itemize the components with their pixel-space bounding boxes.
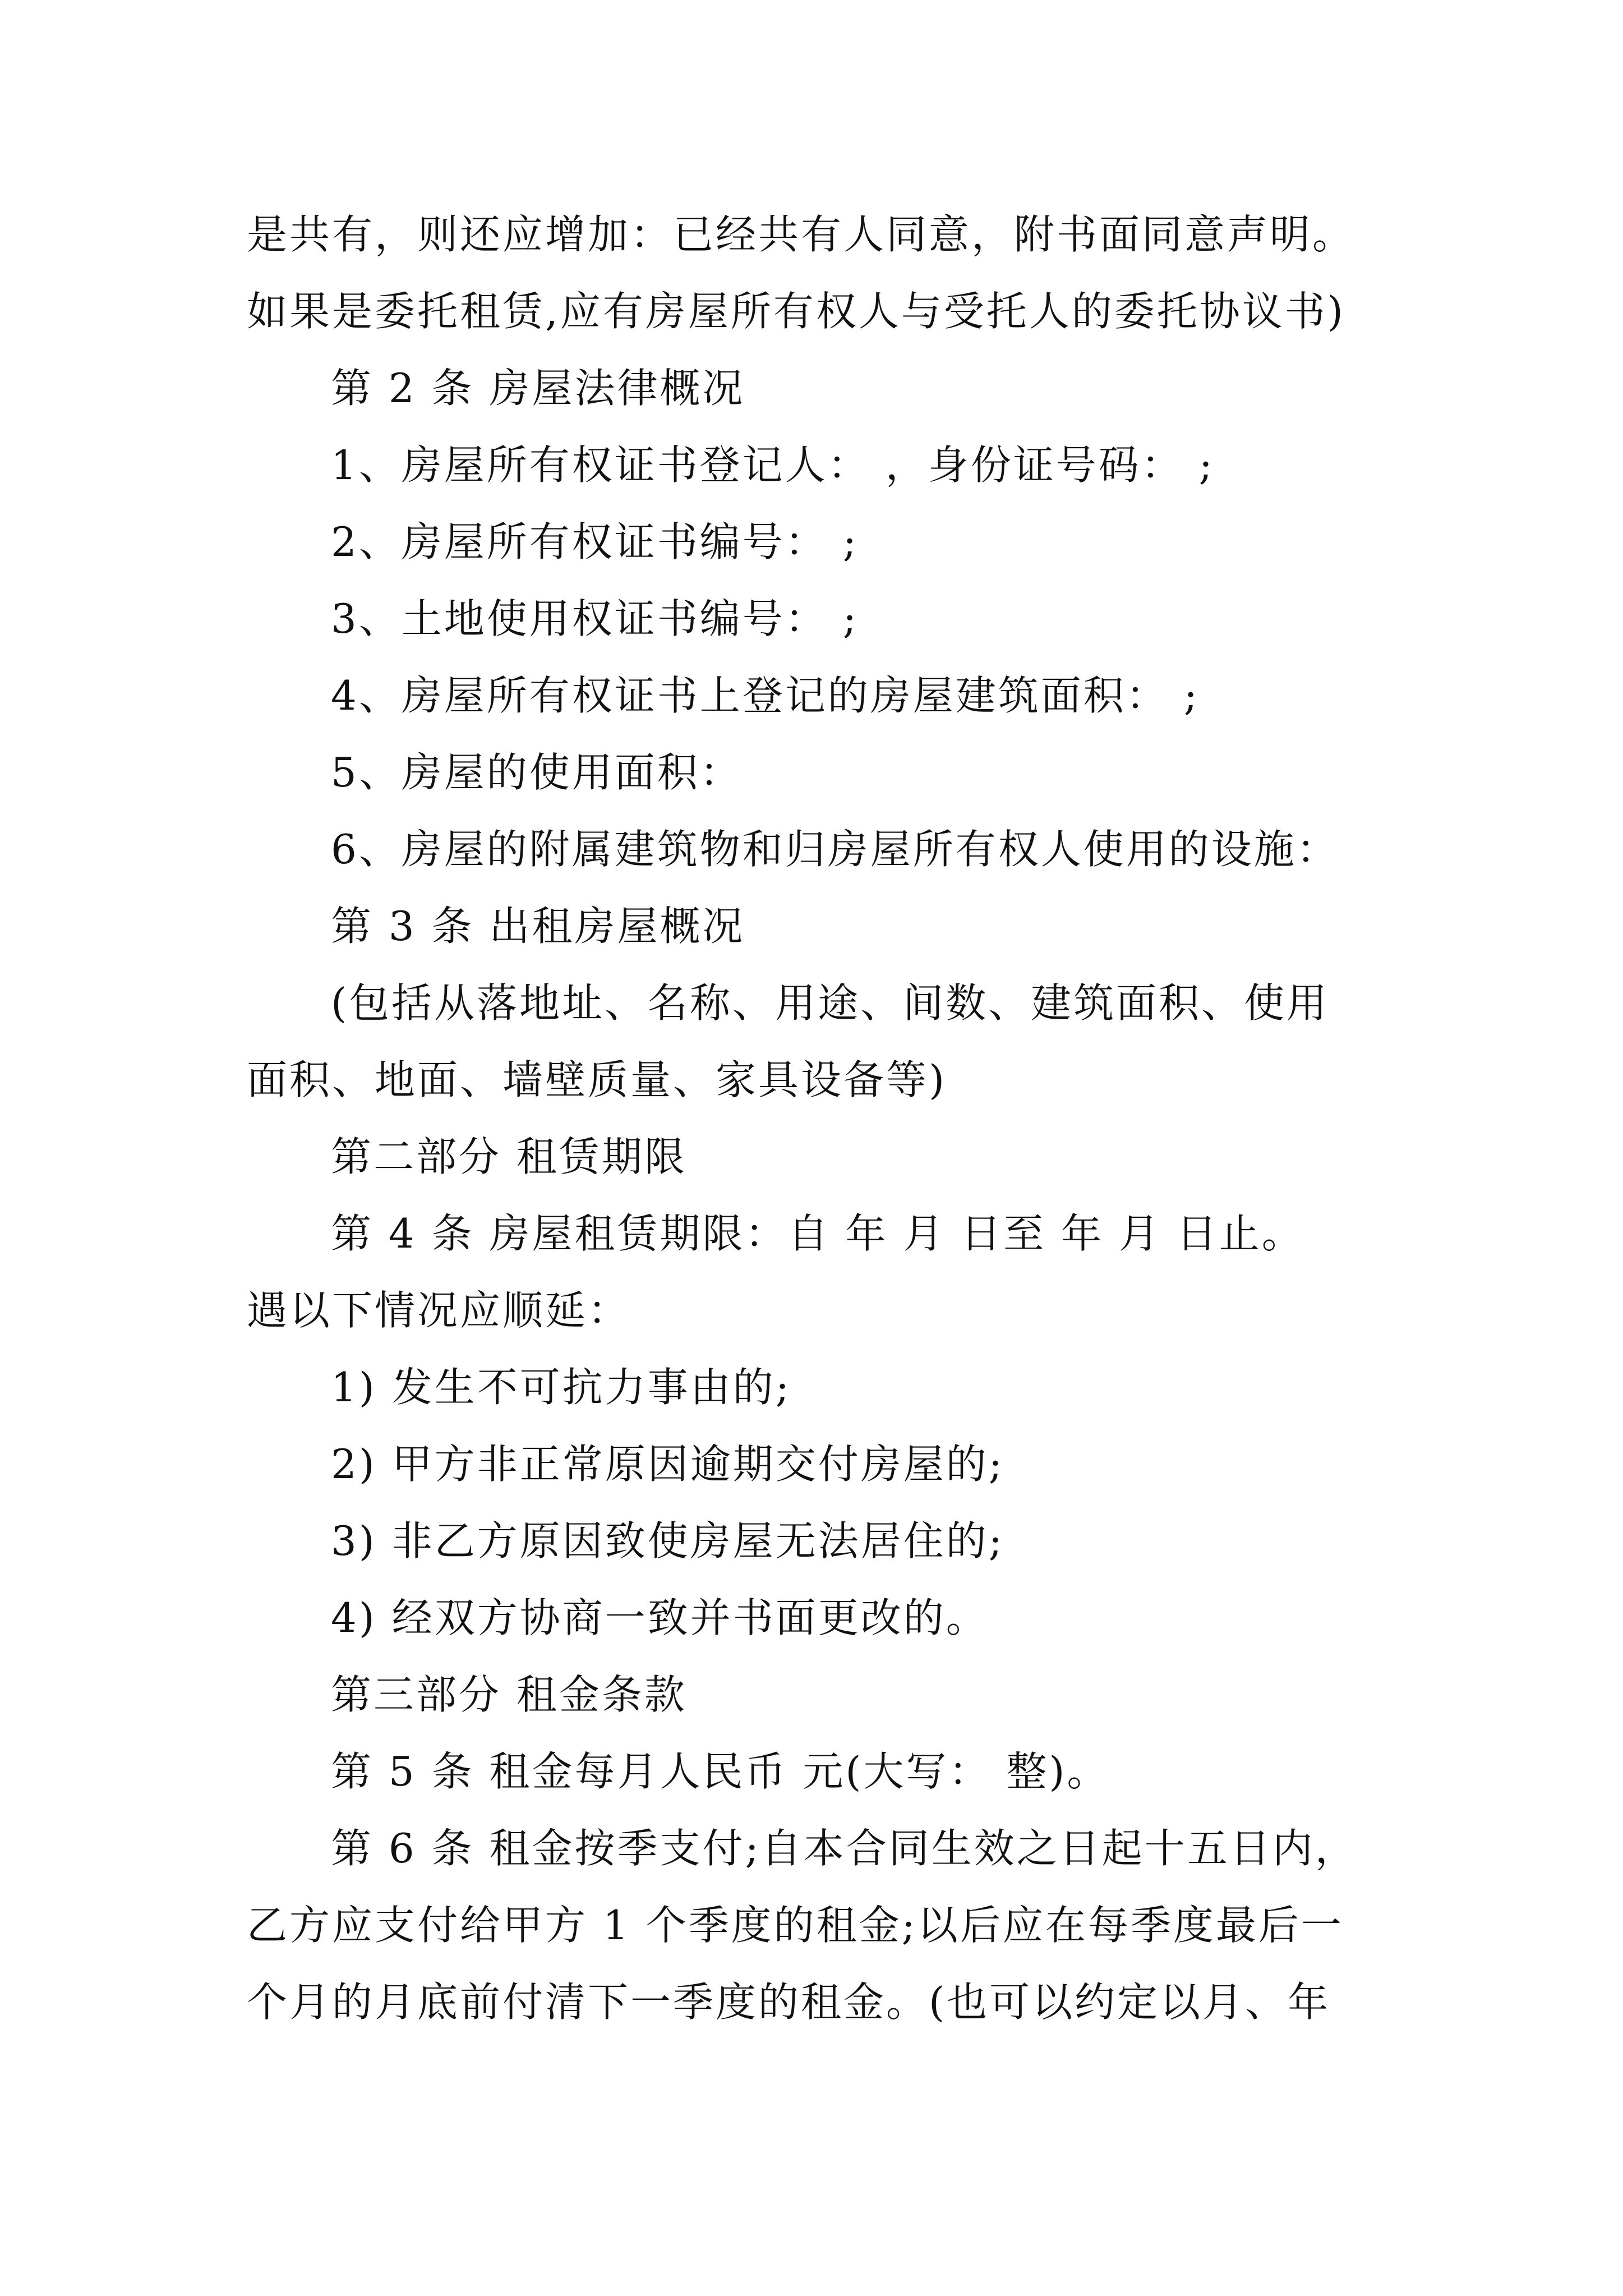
document-line: 3、土地使用权证书编号： ; (331, 595, 859, 642)
document-line: 2、房屋所有权证书编号： ; (331, 518, 859, 565)
document-line: 第二部分 租赁期限 (331, 1133, 687, 1180)
document-line: 是共有，则还应增加：已经共有人同意，附书面同意声明。 (247, 211, 1355, 258)
document-line: 乙方应支付给甲方 1 个季度的租金;以后应在每季度最后一 (247, 1902, 1344, 1949)
document-line: 第 4 条 房屋租赁期限：自 年 月 日至 年 月 日止。 (331, 1210, 1304, 1257)
document-line: 第 2 条 房屋法律概况 (331, 365, 745, 412)
document-line: 5、房屋的使用面积： (331, 749, 743, 796)
document-line: 个月的月底前付清下一季度的租金。(也可以约定以月、年 (247, 1978, 1331, 2026)
document-line: 第三部分 租金条款 (331, 1671, 687, 1718)
document-line: 遇以下情况应顺延： (247, 1287, 631, 1334)
document-line: 4、房屋所有权证书上登记的房屋建筑面积： ; (331, 672, 1200, 719)
document-line: 如果是委托租赁,应有房屋所有权人与受托人的委托协议书) (247, 288, 1345, 335)
document-line: 6、房屋的附属建筑物和归房屋所有权人使用的设施： (331, 826, 1339, 873)
document-line: 2) 甲方非正常原因逾期交付房屋的; (331, 1441, 1005, 1488)
document-line: 第 5 条 租金每月人民币 元(大写： 整)。 (331, 1748, 1110, 1795)
document-line: 4) 经双方协商一致并书面更改的。 (331, 1594, 989, 1641)
document-line: 第 3 条 出租房屋概况 (331, 903, 745, 950)
document-line: 1、房屋所有权证书登记人： ，身份证号码： ; (331, 441, 1215, 489)
document-line: 面积、地面、墙壁质量、家具设备等) (247, 1056, 947, 1103)
document-line: 1) 发生不可抗力事由的; (331, 1364, 792, 1411)
document-line: 第 6 条 租金按季支付;自本合同生效之日起十五日内， (331, 1825, 1358, 1872)
document-line: 3) 非乙方原因致使房屋无法居住的; (331, 1517, 1005, 1565)
document-body (247, 196, 1396, 2041)
document-line: (包括从落地址、名称、用途、间数、建筑面积、使用 (331, 979, 1330, 1027)
